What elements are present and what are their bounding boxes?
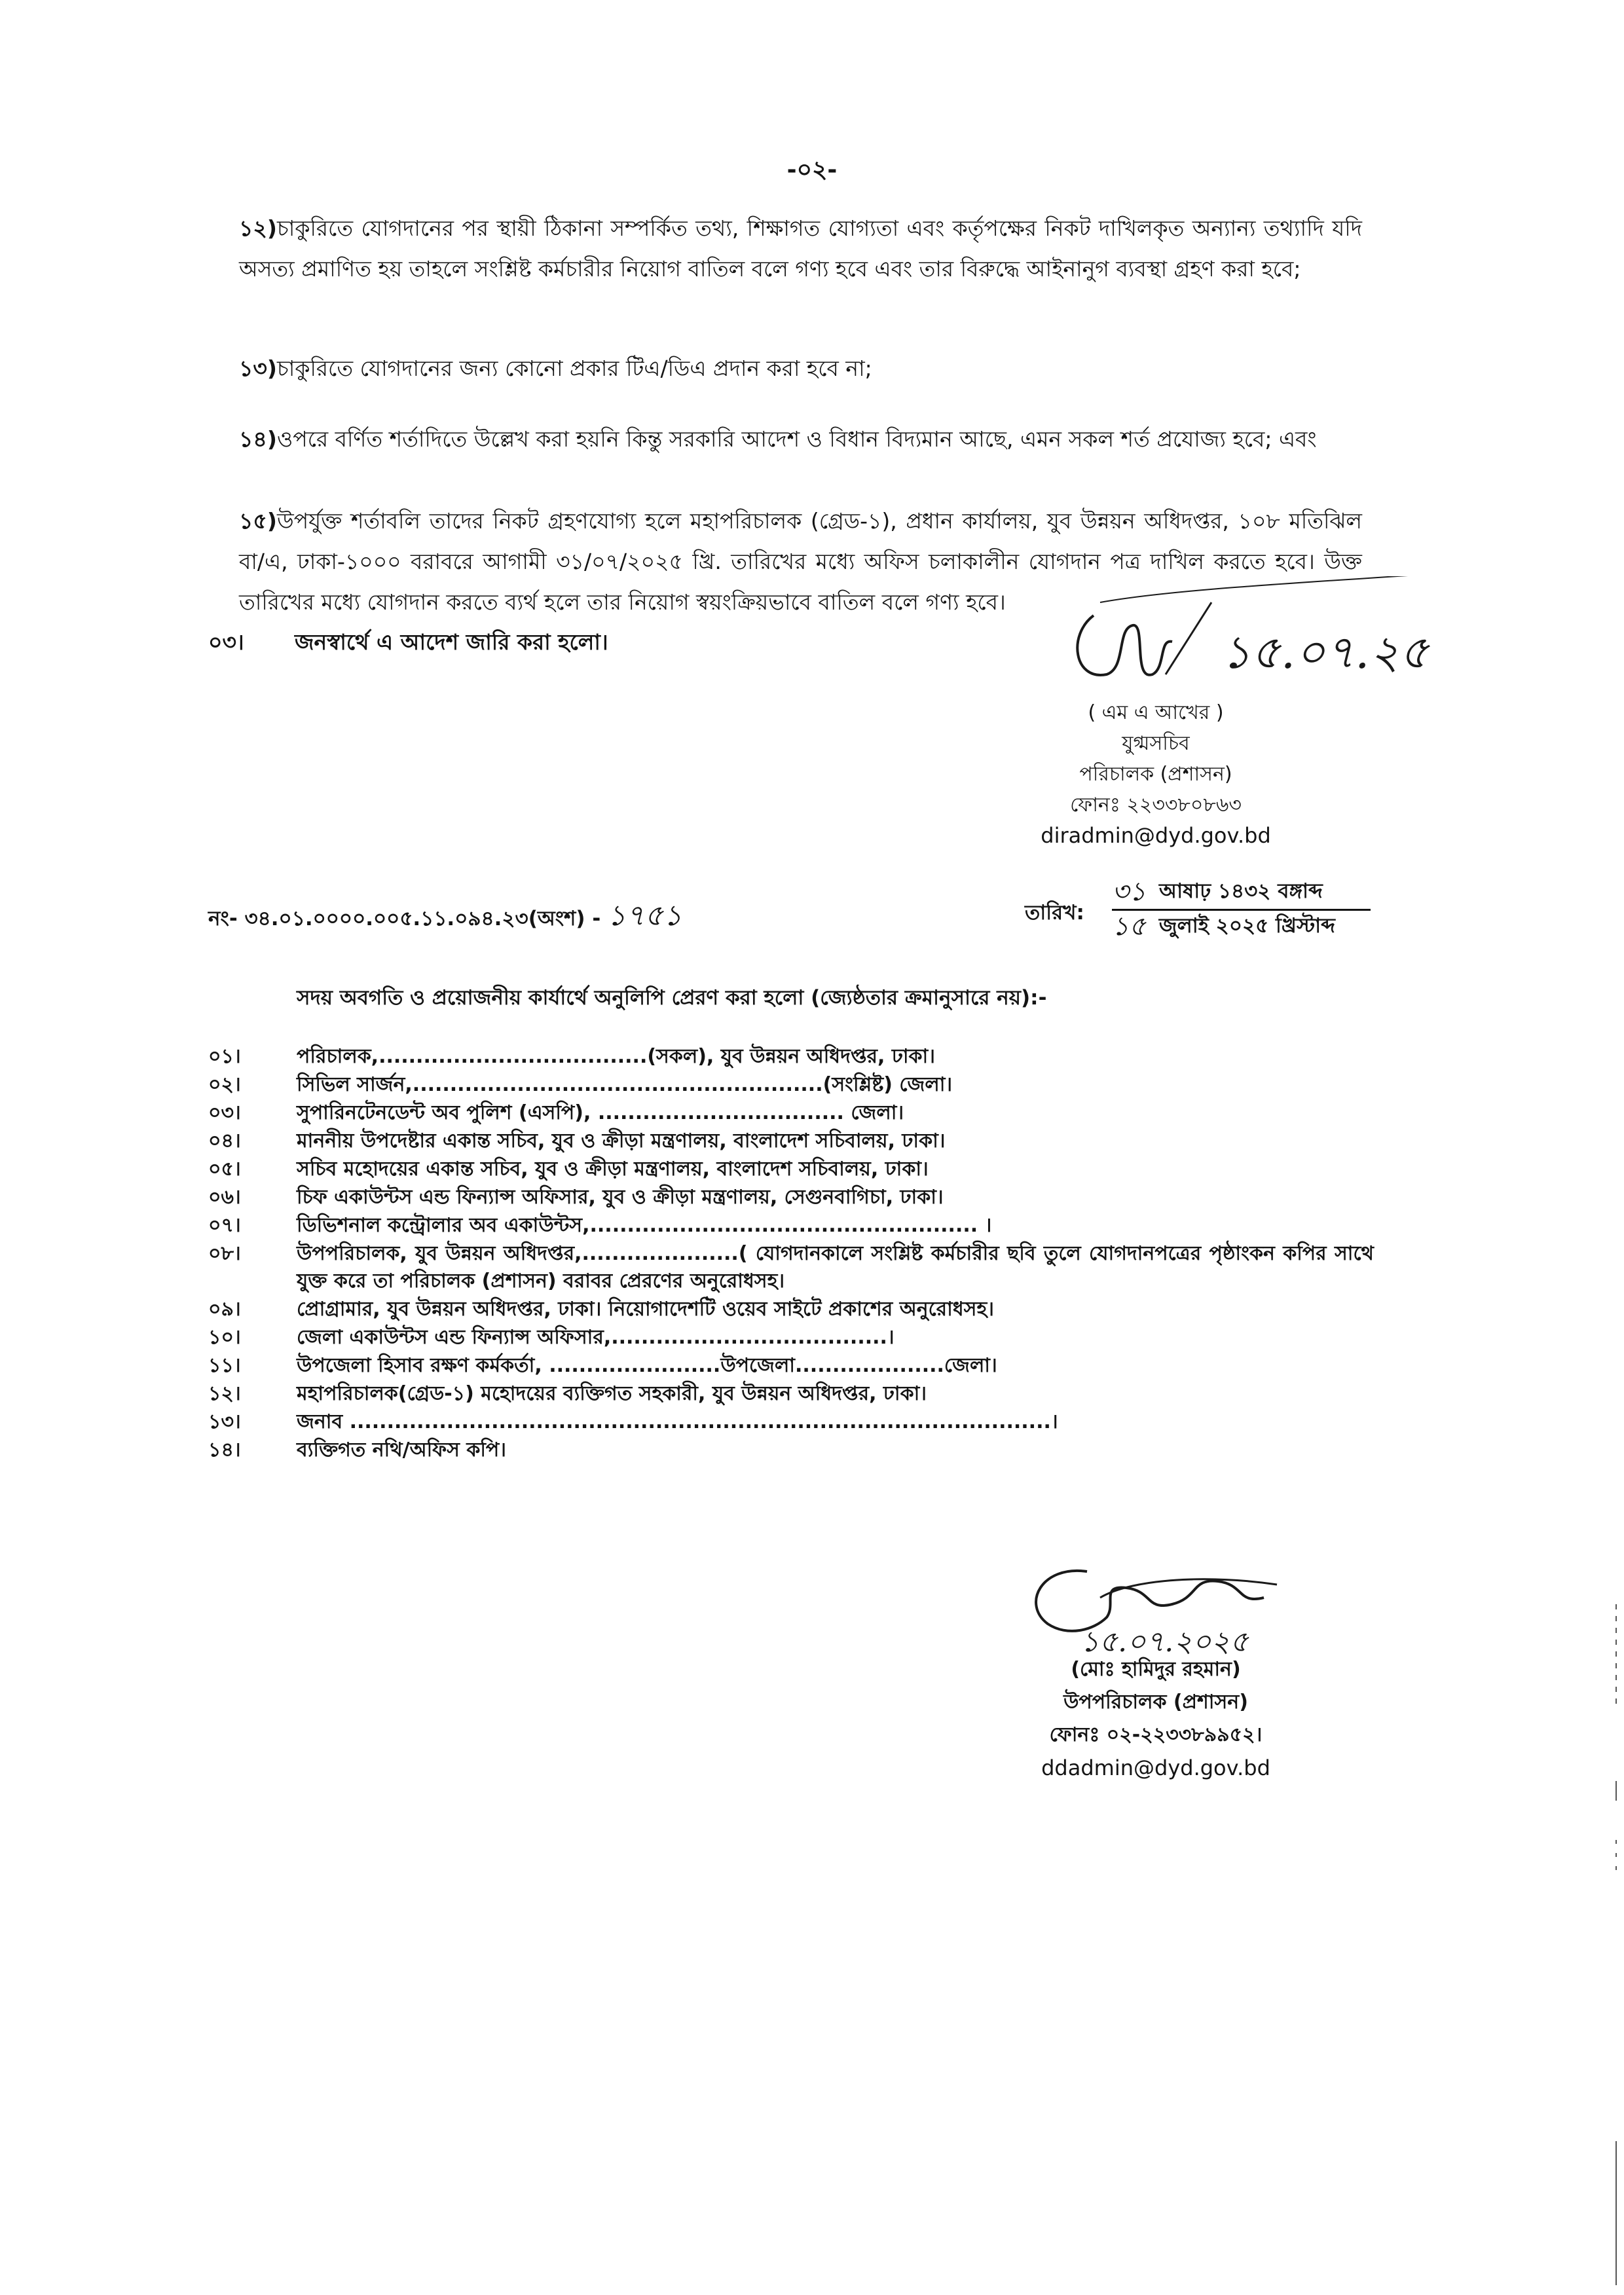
- list-item-text: সচিব মহোদয়ের একান্ত সচিব, যুব ও ক্রীড়া মন্ত্রণালয়, বাংলাদেশ সচিবালয়, ঢাকা।: [297, 1158, 929, 1181]
- date-bangla-day: ৩১: [1112, 876, 1146, 907]
- signatory-2-block: [999, 1653, 1313, 1784]
- date-block: [1112, 876, 1371, 944]
- signatory-2-name: (মোঃ হামিদুর রহমান): [1071, 1658, 1241, 1681]
- order-text: জনস্বার্থে এ আদেশ জারি করা হলো।: [295, 629, 608, 655]
- list-item-number: ০৭।: [208, 1214, 241, 1237]
- list-item-text: চিফ একাউন্টস এন্ড ফিন্যান্স অফিসার, যুব ও ক্রীড়া মন্ত্রণালয়, সেগুনবাগিচা, ঢাকা।: [297, 1186, 944, 1209]
- signatory-2-office: উপপরিচালক (প্রশাসন): [1063, 1691, 1248, 1714]
- list-item: [208, 1408, 1374, 1436]
- date-label: তারিখ:: [1025, 901, 1084, 925]
- list-item-number: ০১।: [208, 1045, 241, 1068]
- signatory-1-office: পরিচালক (প্রশাসন): [1079, 763, 1232, 786]
- order-number: ০৩।: [208, 629, 244, 655]
- condition-number: ১৫): [239, 508, 277, 534]
- list-item: [208, 1352, 1374, 1380]
- condition-text: চাকুরিতে যোগদানের পর স্থায়ী ঠিকানা সম্পর্কিত তথ্য, শিক্ষাগত যোগ্যতা এবং কর্তৃপক্ষের নিকট দাখিলকৃত অন্যান্য তথ্যাদি যদি অসত্য প্রমাণিত হয় তাহলে সংশ্লিষ্ট কর্মচারীর নিয়োগ বাতিল বলে গণ্য হবে এবং তার বিরুদ্ধে আইনানুগ ব্যবস্থা গ্রহণ করা হবে;: [239, 215, 1362, 282]
- list-item-text: প্রোগ্রামার, যুব উন্নয়ন অধিদপ্তর, ঢাকা। নিয়োগাদেশটি ওয়েব সাইটে প্রকাশের অনুরোধসহ।: [297, 1298, 994, 1321]
- memo-number-text: নং- ৩৪.০১.০০০০.০০৫.১১.০৯৪.২৩(অংশ) -: [208, 907, 601, 930]
- list-item-text: উপজেলা হিসাব রক্ষণ কর্মকর্তা, .......................উপজেলা....................জেলা।: [297, 1354, 997, 1377]
- list-item: [208, 1437, 1374, 1464]
- list-item-number: ০৪।: [208, 1129, 241, 1152]
- list-item-number: ০৬।: [208, 1186, 241, 1209]
- list-item-text: সুপারিনটেনডেন্ট অব পুলিশ (এসপি), ................................. জেলা।: [297, 1101, 904, 1124]
- signatory-2-email: ddadmin@dyd.gov.bd: [1041, 1755, 1270, 1780]
- list-item: [208, 1380, 1374, 1408]
- list-item: [208, 1184, 1374, 1211]
- list-item-number: ১৪।: [208, 1439, 241, 1461]
- list-item-number: ০২।: [208, 1073, 241, 1096]
- condition-number: ১২): [239, 215, 277, 241]
- order-statement: [208, 625, 608, 662]
- list-item: [208, 1212, 1374, 1239]
- list-item: [208, 1240, 1374, 1295]
- condition-13: [239, 348, 1362, 389]
- list-item-text: সিভিল সার্জন,.......................................................(সংশ্লিষ্ট) জেলা।: [297, 1073, 953, 1096]
- condition-text: চাকুরিতে যোগদানের জন্য কোনো প্রকার টিএ/ডিএ প্রদান করা হবে না;: [277, 356, 872, 381]
- list-item: [208, 1156, 1374, 1183]
- list-item: [208, 1043, 1374, 1071]
- memo-number: [208, 894, 682, 942]
- signatory-1-block: [972, 697, 1339, 851]
- condition-text: উপর্যুক্ত শর্তাবলি তাদের নিকট গ্রহণযোগ্য হলে মহাপরিচালক (গ্রেড-১), প্রধান কার্যালয়, যুব উন্নয়ন অধিদপ্তর, ১০৮ মতিঝিল বা/এ, ঢাকা-১০০০ বরাবরে আগামী ৩১/০৭/২০২৫ খ্রি. তারিখের মধ্যে অফিস চলাকালীন যোগদান পত্র দাখিল করতে হবে। উক্ত তারিখের মধ্যে যোগদান করতে ব্যর্থ হলে তার নিয়োগ স্বয়ংক্রিয়ভাবে বাতিল বলে গণ্য হবে।: [239, 508, 1362, 615]
- list-item: [208, 1128, 1374, 1155]
- signatory-2-phone: ফোনঃ ০২-২২৩৩৮৯৯৫২।: [1049, 1723, 1263, 1746]
- list-item: [208, 1296, 1374, 1323]
- list-item-number: ১০।: [208, 1326, 241, 1349]
- signatory-1-phone: ফোনঃ ২২৩৩৮০৮৬৩: [1070, 794, 1242, 817]
- memo-serial-handwritten: ১৭৫১: [607, 899, 682, 932]
- signatory-1-name: ( এম এ আখের ): [1088, 701, 1224, 724]
- list-item-number: ১১।: [208, 1354, 241, 1377]
- list-item-text: জেলা একাউন্টস এন্ড ফিন্যান্স অফিসার,.....................................।: [297, 1326, 895, 1349]
- list-item-number: ০৩।: [208, 1101, 241, 1124]
- list-item-text: পরিচালক,....................................(সকল), যুব উন্নয়ন অধিদপ্তর, ঢাকা।: [297, 1045, 935, 1068]
- list-item-text: মহাপরিচালক(গ্রেড-১) মহোদয়ের ব্যক্তিগত সহকারী, যুব উন্নয়ন অধিদপ্তর, ঢাকা।: [297, 1382, 927, 1405]
- list-item-number: ১৩।: [208, 1410, 241, 1433]
- signatory-1-designation: যুগ্মসচিব: [1122, 732, 1190, 755]
- date-bangla: [1112, 876, 1371, 909]
- list-item-number: ০৫।: [208, 1158, 241, 1181]
- date-english-day: ১৫: [1112, 911, 1146, 942]
- date-english-rest: জুলাই ২০২৫ খ্রিস্টাব্দ: [1158, 914, 1335, 938]
- date-english: [1112, 911, 1371, 944]
- list-item-number: ১২।: [208, 1382, 241, 1405]
- list-item-text: মাননীয় উপদেষ্টার একান্ত সচিব, যুব ও ক্রীড়া মন্ত্রণালয়, বাংলাদেশ সচিবালয়, ঢাকা।: [297, 1129, 946, 1152]
- condition-text: ওপরে বর্ণিত শর্তাদিতে উল্লেখ করা হয়নি কিন্তু সরকারি আদেশ ও বিধান বিদ্যমান আছে, এমন সকল শর্ত প্রযোজ্য হবে; এবং: [277, 426, 1317, 452]
- list-item: [208, 1071, 1374, 1099]
- signature-2-handwritten: [1002, 1558, 1329, 1657]
- signature-1-date: ১৫.০৭.২৫: [1221, 625, 1430, 679]
- condition-12: [239, 208, 1362, 289]
- date-bangla-rest: আষাঢ় ১৪৩২ বঙ্গাব্দ: [1158, 879, 1323, 903]
- scan-margin-marks: [1612, 1604, 1620, 2292]
- list-item: [208, 1099, 1374, 1127]
- list-item-number: ০৮।: [208, 1242, 241, 1265]
- list-item-text: ব্যক্তিগত নথি/অফিস কপি।: [297, 1439, 507, 1461]
- list-item-text: ডিভিশনাল কন্ট্রোলার অব একাউন্টস,.................................................... ।: [297, 1214, 992, 1237]
- list-item-number: ০৯।: [208, 1298, 241, 1321]
- list-item-text: জনাব ..............................................................................................।: [297, 1410, 1058, 1433]
- list-item-text: উপপরিচালক, যুব উন্নয়ন অধিদপ্তর,.....................( যোগদানকালে সংশ্লিষ্ট কর্মচারীর ছবি তুলে যোগদানপত্রের পৃষ্ঠাংকন কপির সাথে যুক্ত করে তা পরিচালক (প্রশাসন) বরাবর প্রেরণের অনুরোধসহ।: [297, 1242, 1374, 1293]
- cc-intro: সদয় অবগতি ও প্রয়োজনীয় কার্যার্থে অনুলিপি প্রেরণ করা হলো (জ্যেষ্ঠতার ক্রমানুসারে নয়):-: [297, 986, 1047, 1010]
- signature-1-handwritten: [1054, 576, 1454, 707]
- signatory-1-email: diradmin@dyd.gov.bd: [1041, 823, 1271, 848]
- list-item: [208, 1324, 1374, 1351]
- page-number: -০২-: [786, 156, 838, 183]
- condition-14: [239, 419, 1362, 460]
- condition-number: ১৪): [239, 426, 277, 452]
- signature-2-date: ১৫.০৭.২০২৫: [1080, 1625, 1249, 1657]
- cc-list: [208, 1043, 1374, 1465]
- condition-number: ১৩): [239, 356, 277, 381]
